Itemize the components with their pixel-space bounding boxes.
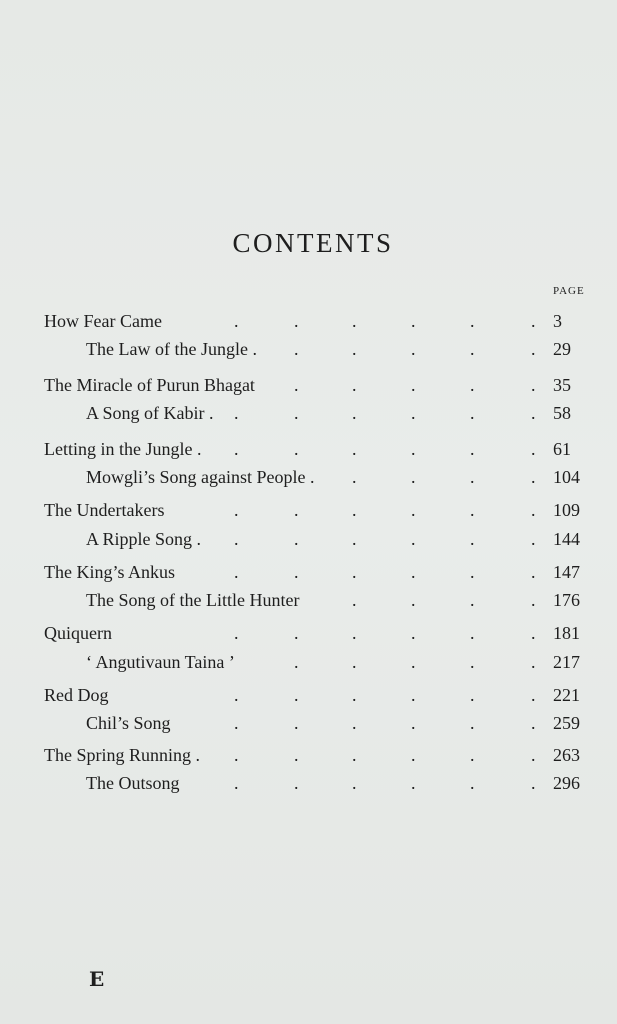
leader-dot: . [234,773,239,793]
leader-dot: . [352,745,357,765]
toc-entry [0,649,617,675]
leader-dot: . [411,467,416,487]
leader-dot: . [531,467,536,487]
leader-dot: . [411,773,416,793]
toc-entry-page-number: 147 [553,562,580,582]
toc-entry [0,710,617,736]
toc-entry-title: The Spring Running . [44,745,200,765]
leader-dot: . [234,311,239,331]
leader-dot: . [470,623,475,643]
dot-leader [0,464,617,490]
dot-leader [0,400,617,426]
toc-entry [0,587,617,613]
dot-leader [0,649,617,675]
leader-dot: . [234,623,239,643]
toc-entry [0,682,617,708]
leader-dot: . [352,562,357,582]
leader-dot: . [470,439,475,459]
toc-entry-page-number: 109 [553,500,580,520]
leader-dot: . [352,713,357,733]
leader-dot: . [352,439,357,459]
leader-dot: . [352,623,357,643]
leader-dot: . [352,773,357,793]
leader-dot: . [234,562,239,582]
leader-dot: . [352,311,357,331]
dot-leader [0,336,617,362]
toc-entry-title: The King’s Ankus [44,562,176,582]
leader-dot: . [470,562,475,582]
leader-dot: . [470,713,475,733]
leader-dot: . [531,713,536,733]
leader-dot: . [531,562,536,582]
dot-leader [0,770,617,796]
toc-entry-title: Red Dog [44,685,109,705]
dot-leader [0,620,617,646]
leader-dot: . [411,745,416,765]
leader-dot: . [294,500,299,520]
dot-leader [0,436,617,462]
toc-entry [0,742,617,768]
leader-dot: . [411,685,416,705]
leader-dot: . [234,685,239,705]
leader-dot: . [470,745,475,765]
leader-dot: . [470,311,475,331]
toc-entry-page-number: 259 [553,713,580,733]
leader-dot: . [352,529,357,549]
toc-entry-page-number: 35 [553,375,571,395]
leader-dot: . [531,500,536,520]
leader-dot: . [294,713,299,733]
toc-entry [0,308,617,334]
leader-dot: . [234,745,239,765]
toc-entry-title: Chil’s Song [86,713,171,733]
toc-entry-page-number: 58 [553,403,571,423]
leader-dot: . [411,500,416,520]
leader-dot: . [294,685,299,705]
leader-dot: . [470,529,475,549]
toc-entry-page-number: 181 [553,623,580,643]
leader-dot: . [531,403,536,423]
leader-dot: . [234,403,239,423]
leader-dot: . [352,467,357,487]
leader-dot: . [234,713,239,733]
leader-dot: . [470,339,475,359]
dot-leader [0,742,617,768]
toc-entry-title: The Outsong [86,773,180,793]
toc-entry [0,497,617,523]
leader-dot: . [470,403,475,423]
leader-dot: . [352,590,357,610]
dot-leader [0,308,617,334]
leader-dot: . [294,773,299,793]
leader-dot: . [531,623,536,643]
toc-entry [0,526,617,552]
leader-dot: . [531,773,536,793]
leader-dot: . [470,652,475,672]
leader-dot: . [531,311,536,331]
leader-dot: . [411,339,416,359]
leader-dot: . [411,311,416,331]
leader-dot: . [531,685,536,705]
leader-dot: . [234,529,239,549]
leader-dot: . [411,652,416,672]
dot-leader [0,497,617,523]
leader-dot: . [352,685,357,705]
leader-dot: . [531,439,536,459]
toc-entry-page-number: 176 [553,590,580,610]
leader-dot: . [411,623,416,643]
leader-dot: . [531,745,536,765]
toc-entry-page-number: 104 [553,467,580,487]
toc-entry [0,400,617,426]
toc-entry-page-number: 217 [553,652,580,672]
toc-entry-page-number: 61 [553,439,571,459]
toc-entry-title: How Fear Came [44,311,162,331]
leader-dot: . [470,685,475,705]
leader-dot: . [294,562,299,582]
leader-dot: . [352,500,357,520]
leader-dot: . [531,375,536,395]
leader-dot: . [531,590,536,610]
toc-entry-title: Mowgli’s Song against People . [86,467,315,487]
dot-leader [0,587,617,613]
leader-dot: . [294,652,299,672]
dot-leader [0,372,617,398]
toc-entry-title: The Song of the Little Hunter [86,590,300,610]
leader-dot: . [470,375,475,395]
toc-entry-title: The Miracle of Purun Bhagat [44,375,255,395]
leader-dot: . [294,403,299,423]
leader-dot: . [294,623,299,643]
leader-dot: . [411,403,416,423]
toc-entry [0,770,617,796]
leader-dot: . [470,467,475,487]
toc-entry-page-number: 144 [553,529,580,549]
leader-dot: . [294,311,299,331]
leader-dot: . [352,375,357,395]
toc-entry-page-number: 3 [553,311,562,331]
leader-dot: . [411,529,416,549]
toc-entry [0,436,617,462]
leader-dot: . [234,439,239,459]
leader-dot: . [411,375,416,395]
toc-entry-title: The Law of the Jungle . [86,339,257,359]
page-title: CONTENTS [232,228,394,258]
dot-leader [0,526,617,552]
toc-entry [0,372,617,398]
toc-entry-page-number: 296 [553,773,580,793]
toc-entry-page-number: 263 [553,745,580,765]
leader-dot: . [352,403,357,423]
page-column-label: PAGE [553,285,585,297]
leader-dot: . [411,713,416,733]
leader-dot: . [411,590,416,610]
leader-dot: . [294,339,299,359]
dot-leader [0,682,617,708]
leader-dot: . [234,500,239,520]
leader-dot: . [470,500,475,520]
leader-dot: . [470,590,475,610]
toc-entry [0,336,617,362]
toc-entry-title: A Song of Kabir . [86,403,214,423]
toc-entry-page-number: 221 [553,685,580,705]
leader-dot: . [531,339,536,359]
leader-dot: . [352,652,357,672]
toc-entry-title: The Undertakers [44,500,165,520]
leader-dot: . [531,652,536,672]
leader-dot: . [294,745,299,765]
toc-entry-title: ‘ Angutivaun Taina ’ [86,652,235,672]
toc-entry-title: A Ripple Song . [86,529,202,549]
leader-dot: . [294,375,299,395]
dot-leader [0,710,617,736]
leader-dot: . [411,562,416,582]
toc-entry-title: Letting in the Jungle . [44,439,202,459]
leader-dot: . [411,439,416,459]
leader-dot: . [294,529,299,549]
colophon-mark: E [89,967,105,991]
leader-dot: . [470,773,475,793]
leader-dot: . [294,439,299,459]
leader-dot: . [531,529,536,549]
toc-entry [0,559,617,585]
toc-entry [0,620,617,646]
toc-entry-page-number: 29 [553,339,571,359]
leader-dot: . [352,339,357,359]
toc-entry-title: Quiquern [44,623,112,643]
toc-entry [0,464,617,490]
dot-leader [0,559,617,585]
